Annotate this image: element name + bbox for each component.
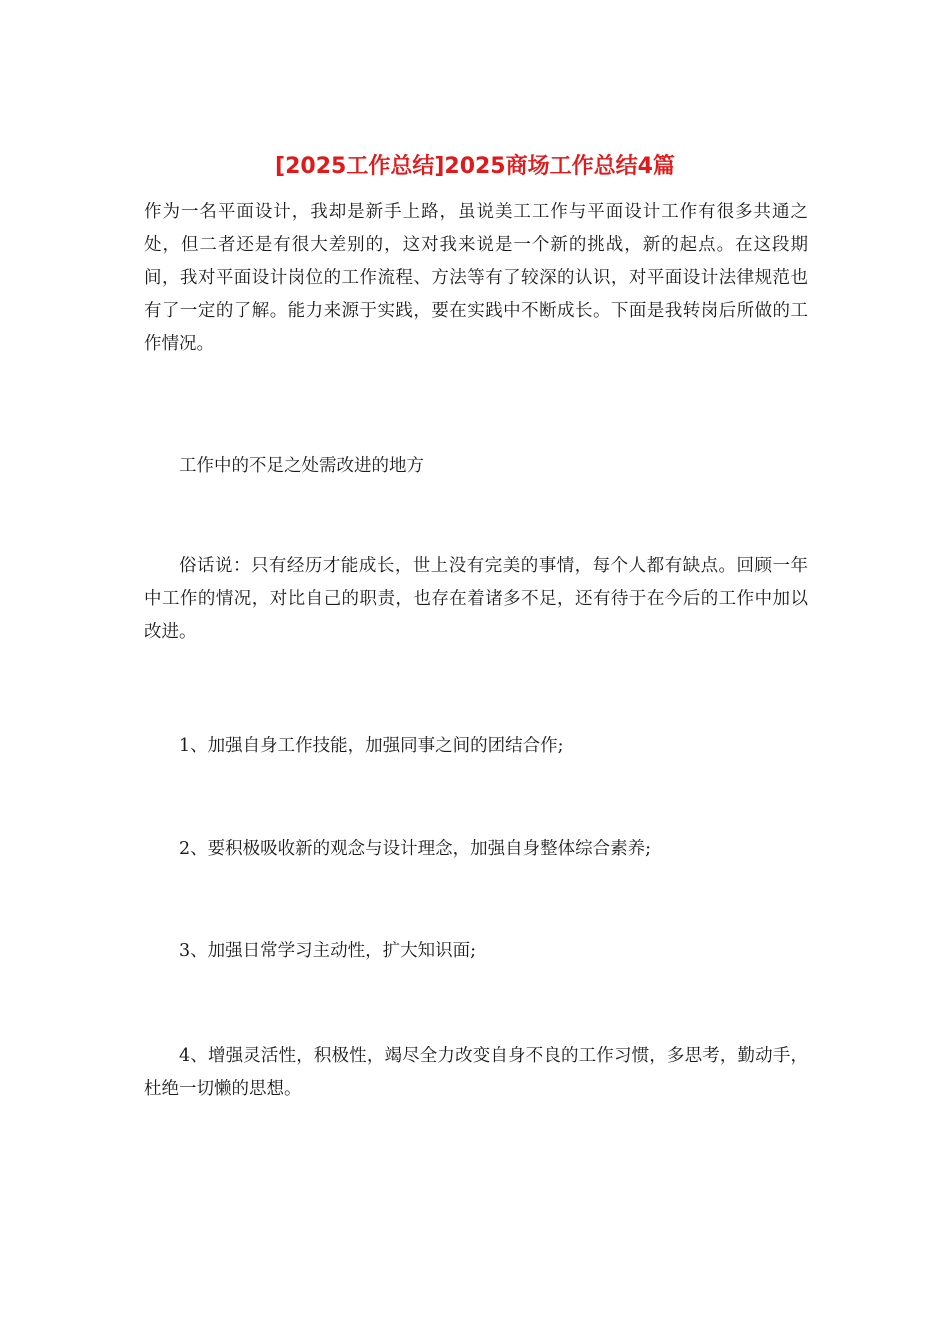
list-item: 1、加强自身工作技能，加强同事之间的团结合作; [179,736,564,756]
list-item: 4、增强灵活性，积极性，竭尽全力改变自身不良的工作习惯，多思考，勤动手，杜绝一切懒的思想。 [144,1046,808,1099]
section-paragraph: 俗话说：只有经历才能成长，世上没有完美的事情，每个人都有缺点。回顾一年中工作的情况，对比自己的职责，也存在着诸多不足，还有待于在今后的工作中加以改进。 [144,556,808,642]
section-heading: 工作中的不足之处需改进的地方 [179,456,424,476]
list-item: 2、要积极吸收新的观念与设计理念，加强自身整体综合素养; [179,839,652,859]
document-title: [2025工作总结]2025商场工作总结4篇 [275,154,675,179]
list-item: 3、加强日常学习主动性，扩大知识面; [179,941,477,961]
intro-paragraph: 作为一名平面设计，我却是新手上路，虽说美工工作与平面设计工作有很多共通之处，但二者还是有很大差别的，这对我来说是一个新的挑战，新的起点。在这段期间，我对平面设计岗位的工作流程、方法等有了较深的认识，对平面设计法律规范也有了一定的了解。能力来源于实践，要在实践中不断成长。下面是我转岗后所做的工作情况。 [144,202,808,354]
